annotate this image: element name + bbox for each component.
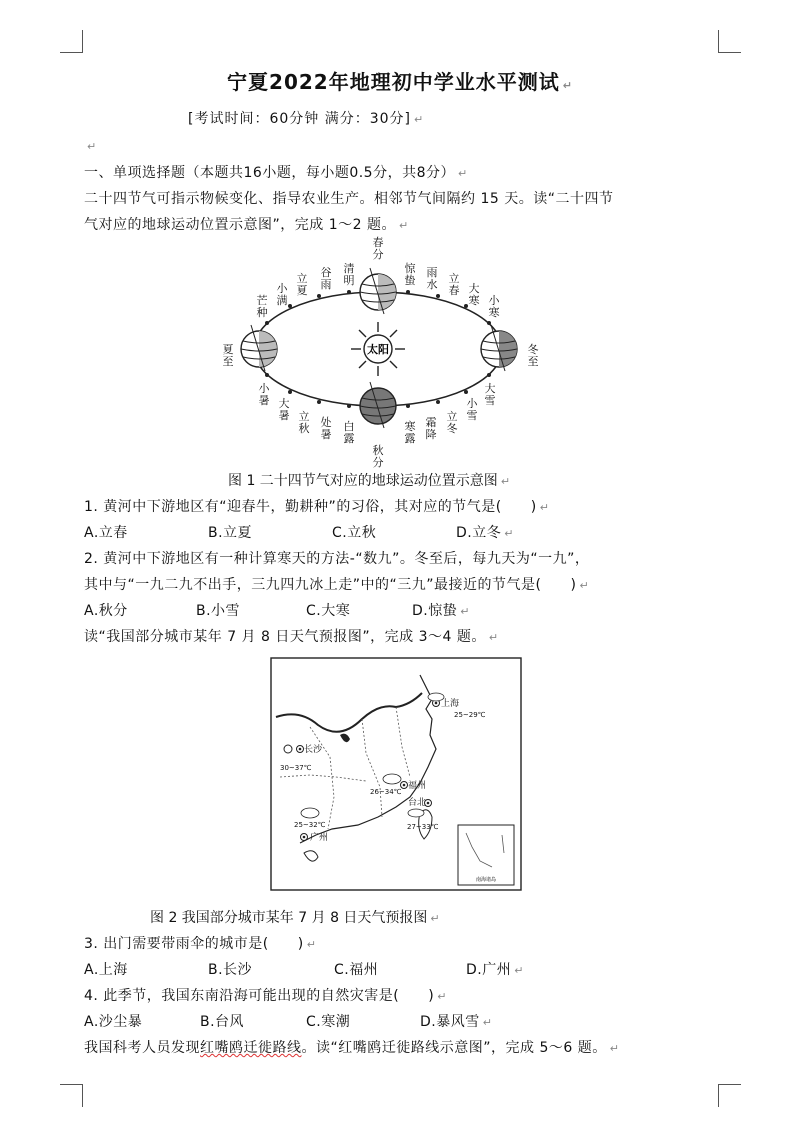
option-d: D.惊蛰 xyxy=(412,603,458,619)
term-dahan: 大寒 xyxy=(468,282,480,307)
page-corner-mark xyxy=(60,30,83,53)
term-xiazhi: 夏至 xyxy=(222,343,234,368)
option-d: D.广州 xyxy=(466,962,512,978)
section-heading: 一、单项选择题（本题共16小题，每小题0.5分，共8分） ↵ xyxy=(84,165,468,181)
svg-text:台北: 台北 xyxy=(408,798,427,808)
term-xiaoshu: 小暑 xyxy=(258,382,270,407)
blank-paragraph: ↵ xyxy=(87,140,97,153)
svg-text:上海: 上海 xyxy=(441,699,460,709)
question-4-options: A.沙尘暴 B.台风 C.寒潮 D.暴风雪 ↵ xyxy=(84,1011,492,1031)
term-dashu: 大暑 xyxy=(278,397,290,422)
page-title: 宁夏2022年地理初中学业水平测试 ↵ xyxy=(227,70,573,94)
term-mangzhong: 芒种 xyxy=(256,294,268,319)
earth-winter-solstice xyxy=(481,325,517,371)
term-xiaohan: 小寒 xyxy=(488,294,500,319)
option-c: C.立秋 xyxy=(332,525,377,541)
option-b: B.台风 xyxy=(200,1014,245,1030)
option-a: A.立春 xyxy=(84,525,128,541)
term-jingzhe: 惊蛰 xyxy=(404,262,416,287)
option-c: C.寒潮 xyxy=(306,1014,351,1030)
term-chunfen: 春分 xyxy=(372,236,384,261)
option-b: B.小雪 xyxy=(196,603,241,619)
svg-text:福州: 福州 xyxy=(408,781,427,791)
term-lidong: 立冬 xyxy=(446,410,458,435)
earth-spring-equinox xyxy=(360,268,396,314)
figure-2-caption: 图 2 我国部分城市某年 7 月 8 日天气预报图 ↵ xyxy=(150,910,440,926)
svg-text:25~32℃: 25~32℃ xyxy=(294,821,326,829)
svg-text:长沙: 长沙 xyxy=(304,745,323,755)
svg-text:27~33℃: 27~33℃ xyxy=(407,823,439,831)
term-yushui: 雨水 xyxy=(426,266,438,291)
term-qingming: 清明 xyxy=(343,262,355,287)
question-1-options: A.立春 B.立夏 C.立秋 D.立冬 ↵ xyxy=(84,522,514,542)
inset-label: 南海诸岛 xyxy=(475,877,497,883)
question-1: 1. 黄河中下游地区有“迎春牛，勤耕种”的习俗，其对应的节气是( ) ↵ xyxy=(84,499,550,515)
rain-cloud-icon xyxy=(408,809,424,817)
term-daxue: 大雪 xyxy=(484,382,496,407)
option-b: B.立夏 xyxy=(208,525,253,541)
term-bailu: 白露 xyxy=(343,420,355,445)
term-dongzhi: 冬至 xyxy=(527,343,539,368)
sun-label: 太阳 xyxy=(367,343,389,356)
term-guyu: 谷雨 xyxy=(320,266,332,291)
term-shuangjiang: 霜降 xyxy=(425,416,437,441)
question-3: 3. 出门需要带雨伞的城市是( ) ↵ xyxy=(84,936,317,952)
figure-1-caption: 图 1 二十四节气对应的地球运动位置示意图 ↵ xyxy=(228,473,511,489)
weather-forecast-map xyxy=(270,657,522,893)
term-xiaoman: 小满 xyxy=(276,282,288,307)
intro-paragraph-1: 二十四节气可指示物候变化、指导农业生产。相邻节气间隔约 15 天。读“二十四节 xyxy=(84,191,614,207)
exam-info: [考试时间：60分钟 满分：30分] ↵ xyxy=(188,111,425,127)
term-qiufen: 秋分 xyxy=(372,444,384,469)
intro-paragraph-1-cont: 气对应的地球运动位置示意图”，完成 1～2 题。 ↵ xyxy=(84,217,409,233)
earth-summer-solstice xyxy=(241,325,277,371)
intro-paragraph-2: 读“我国部分城市某年 7 月 8 日天气预报图”，完成 3～4 题。 ↵ xyxy=(84,629,499,645)
question-4: 4. 此季节，我国东南沿海可能出现的自然灾害是( ) ↵ xyxy=(84,988,447,1004)
option-c: C.大寒 xyxy=(306,603,351,619)
svg-text:30~37℃: 30~37℃ xyxy=(280,764,312,772)
term-xiaoxue: 小雪 xyxy=(466,397,478,422)
term-lixia: 立夏 xyxy=(296,272,308,297)
solar-terms-orbit-diagram xyxy=(218,232,548,469)
page-corner-mark xyxy=(60,1084,83,1107)
option-a: A.秋分 xyxy=(84,603,128,619)
option-d: D.暴风雪 xyxy=(420,1014,480,1030)
svg-text:25~29℃: 25~29℃ xyxy=(454,711,486,719)
intro-paragraph-3: 我国科考人员发现红嘴鸥迁徙路线。读“红嘴鸥迁徙路线示意图”，完成 5～6 题。 ↵ xyxy=(84,1040,620,1056)
option-d: D.立冬 xyxy=(456,525,502,541)
page-corner-mark xyxy=(718,1084,741,1107)
svg-text:26~34℃: 26~34℃ xyxy=(370,788,402,796)
option-a: A.沙尘暴 xyxy=(84,1014,143,1030)
earth-autumn-equinox xyxy=(360,382,396,428)
term-lichun: 立春 xyxy=(448,272,460,297)
question-2-cont: 其中与“一九二九不出手，三九四九冰上走”中的“三九”最接近的节气是( ) ↵ xyxy=(84,577,590,593)
cloud-icon xyxy=(383,774,401,784)
term-hanlu: 寒露 xyxy=(404,420,416,445)
option-a: A.上海 xyxy=(84,962,128,978)
svg-text:广州: 广州 xyxy=(310,833,329,843)
question-2: 2. 黄河中下游地区有一种计算寒天的方法-“数九”。冬至后，每九天为“一九”， xyxy=(84,551,590,567)
option-c: C.福州 xyxy=(334,962,379,978)
term-liqiu: 立秋 xyxy=(298,410,310,435)
term-chushu: 处暑 xyxy=(320,416,332,441)
question-3-options: A.上海 B.长沙 C.福州 D.广州 ↵ xyxy=(84,959,524,979)
page-corner-mark xyxy=(718,30,741,53)
rain-cloud-icon xyxy=(301,808,319,818)
question-2-options: A.秋分 B.小雪 C.大寒 D.惊蛰 ↵ xyxy=(84,600,470,620)
option-b: B.长沙 xyxy=(208,962,253,978)
